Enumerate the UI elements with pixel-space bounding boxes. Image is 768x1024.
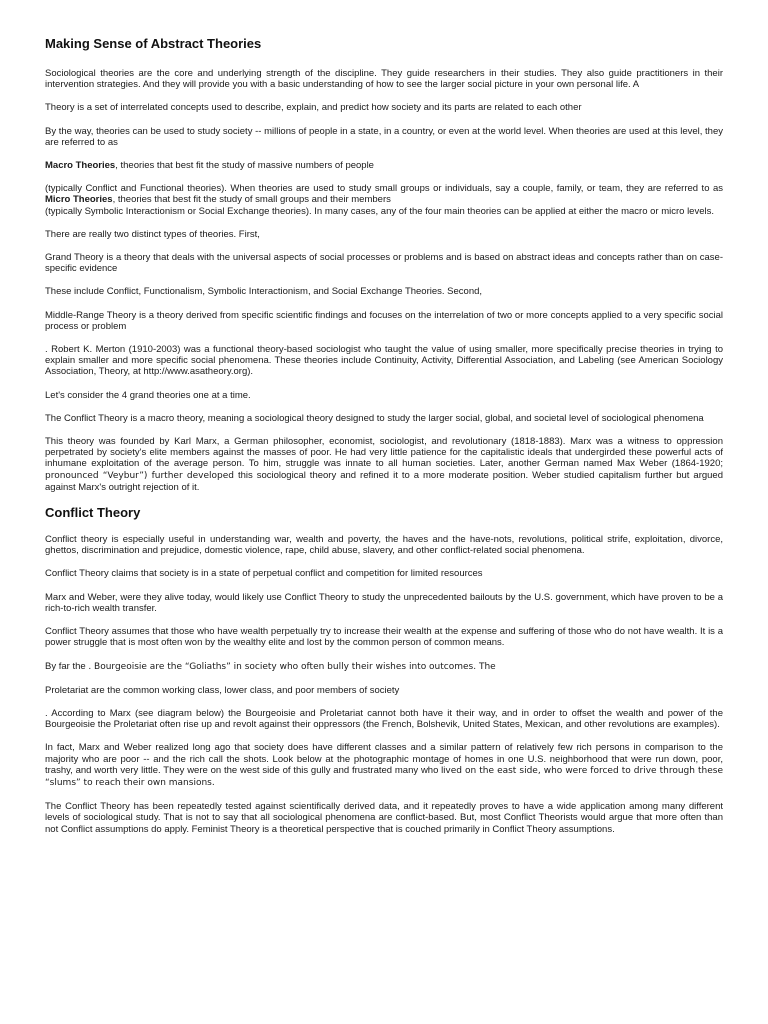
micro-theories-intro: (typically Conflict and Functional theories). When theories are used to study small groups or individuals, say a couple, family, or team, they are referred to as	[45, 183, 723, 195]
paragraph-conflict-macro: The Conflict Theory is a macro theory, meaning a sociological theory designed to study the larger social, global, and societal level of sociological phenomena	[45, 412, 704, 424]
paragraph-two-types: There are really two distinct types of theories. First,	[45, 228, 260, 240]
macro-theories-definition: , theories that best fit the study of massive numbers of people	[115, 160, 374, 172]
marx-weber-text-a: This theory was founded by Karl Marx, a German philosopher, economist, sociologist, and revolutionary (1818-1883). Marx was a witness to oppression perpetrated by society's elite members against the masses of poor. He had very little patience for the capitalistic ideals that undergirded these powerful acts of inhumane exploitation of the average person. To him, struggle was innate to all human societies. Later, another German named Max Weber (1864-1920;	[45, 436, 723, 470]
page-title: Making Sense of Abstract Theories	[45, 36, 262, 51]
micro-theories-term: Micro Theories	[45, 194, 113, 206]
paragraph-merton: . Robert K. Merton (1910-2003) was a functional theory-based sociologist who taught the value of using smaller, more specifically precise theories in trying to explain smaller and more specific social phenomena. These theories include Continuity, Activity, Differential Association, and Labeling (see American Sociology Association, Theory, at http://www.asatheory.org).	[45, 344, 723, 378]
marx-weber-text-c: this sociological theory and refined it to a more moderate position. Weber studied capitalism further but argued against Marx's outright rejection of it.	[45, 469, 723, 493]
paragraph-classes	[45, 742, 723, 789]
paragraph-conflict-assumption: Conflict Theory assumes that those who have wealth perpetually try to increase their wealth at the expense and suffering of those who do not have wealth. It is a power struggle that is most often won by the wealthy elite and lost by the common person of common means.	[45, 626, 723, 649]
micro-theories-note: (typically Symbolic Interactionism or Social Exchange theories). In many cases, any of the four main theories can be applied at either the macro or micro levels.	[45, 205, 715, 217]
paragraph-proletariat: Proletariat are the common working class, lower class, and poor members of society	[45, 684, 400, 696]
classes-text-a: In fact, Marx and Weber realized long ago that society does have different classes and a similar pattern of relatively few rich persons in comparison to the majority who are poor -- and the rich call the shots. Look below at the photographic montage of homes in one U.S. neighborhood that were run down, poor, trashy, and worth very little. They were on the west side of this gully and frustrated many who li	[45, 742, 723, 776]
paragraph-grand-theory: Grand Theory is a theory that deals with the universal aspects of social processes or problems and is based on abstract ideas and concepts rather than on case-specific evidence	[45, 252, 723, 275]
paragraph-macro-theories	[45, 160, 723, 171]
paragraph-conflict-testing: The Conflict Theory has been repeatedly tested against scientifically derived data, and it repeatedly proves to have a wide application among many different levels of sociological study. That is not to say that all sociological phenomena are conflict-based. But, most Conflict Theorists would argue that more often than not Conflict assumptions do apply. Feminist Theory is a theoretical perspective that is couched primarily in Conflict Theory assumptions.	[45, 801, 723, 835]
paragraph-marx-weber	[45, 436, 723, 493]
paragraph-four-grand-theories: Let's consider the 4 grand theories one at a time.	[45, 389, 251, 401]
bourgeoisie-text-a: By far the	[45, 660, 89, 672]
section-heading-conflict-theory: Conflict Theory	[45, 505, 141, 521]
bourgeoisie-text-b: . Bourgeoisie are the “Goliaths” in society who often bully their wishes into outcomes. The	[88, 661, 496, 672]
paragraph-revolutions: . According to Marx (see diagram below) the Bourgeoisie and Proletariat cannot both have it their way, and in order to offset the wealth and power of the Bourgeoisie the Proletariat often rise up and revolt against their oppressors (the French, Bolshevik, United States, Mexican, and other revolutions are examples).	[45, 707, 723, 731]
paragraph-theory-levels: By the way, theories can be used to study society -- millions of people in a state, in a country, or even at the world level. When theories are used at this level, they are referred to as	[45, 125, 723, 148]
document-page	[45, 36, 723, 847]
paragraph-conflict-uses: Conflict theory is especially useful in understanding war, wealth and poverty, the haves and the have-nots, revolutions, political strife, exploitation, divorce, ghettos, discrimination and prejudice, domestic violence, rape, child abuse, slavery, and other conflict-related social phenomena.	[45, 534, 723, 557]
classes-text-b: ved on the east side, who were forced to drive through these “slums” to reach their own mansions.	[45, 765, 723, 788]
paragraph-conflict-claim: Conflict Theory claims that society is in a state of perpetual conflict and competition for limited resources	[45, 568, 483, 580]
paragraph-bailouts: Marx and Weber, were they alive today, would likely use Conflict Theory to study the unprecedented bailouts by the U.S. government, which have proven to be a rich-to-rich wealth transfer.	[45, 591, 723, 614]
micro-theories-definition: , theories that best fit the study of small groups and their members	[112, 194, 391, 206]
paragraph-bourgeoisie	[45, 661, 723, 673]
paragraph-micro-theories	[45, 183, 723, 217]
marx-weber-text-b: pronounced “Veybur”) further developed	[45, 470, 234, 481]
macro-theories-term: Macro Theories	[45, 160, 116, 172]
paragraph-theory-definition: Theory is a set of interrelated concepts used to describe, explain, and predict how society and its parts are related to each other	[45, 102, 582, 114]
paragraph-intro: Sociological theories are the core and underlying strength of the discipline. They guide researchers in their studies. They also guide practitioners in their intervention strategies. And they will provide you with a basic understanding of how to see the larger social picture in your own personal life. A	[45, 68, 723, 91]
paragraph-grand-theory-examples: These include Conflict, Functionalism, Symbolic Interactionism, and Social Exchange Theories. Second,	[45, 286, 483, 298]
paragraph-middle-range-theory: Middle-Range Theory is a theory derived from specific scientific findings and focuses on the interrelation of two or more concepts applied to a very specific social process or problem	[45, 309, 723, 332]
